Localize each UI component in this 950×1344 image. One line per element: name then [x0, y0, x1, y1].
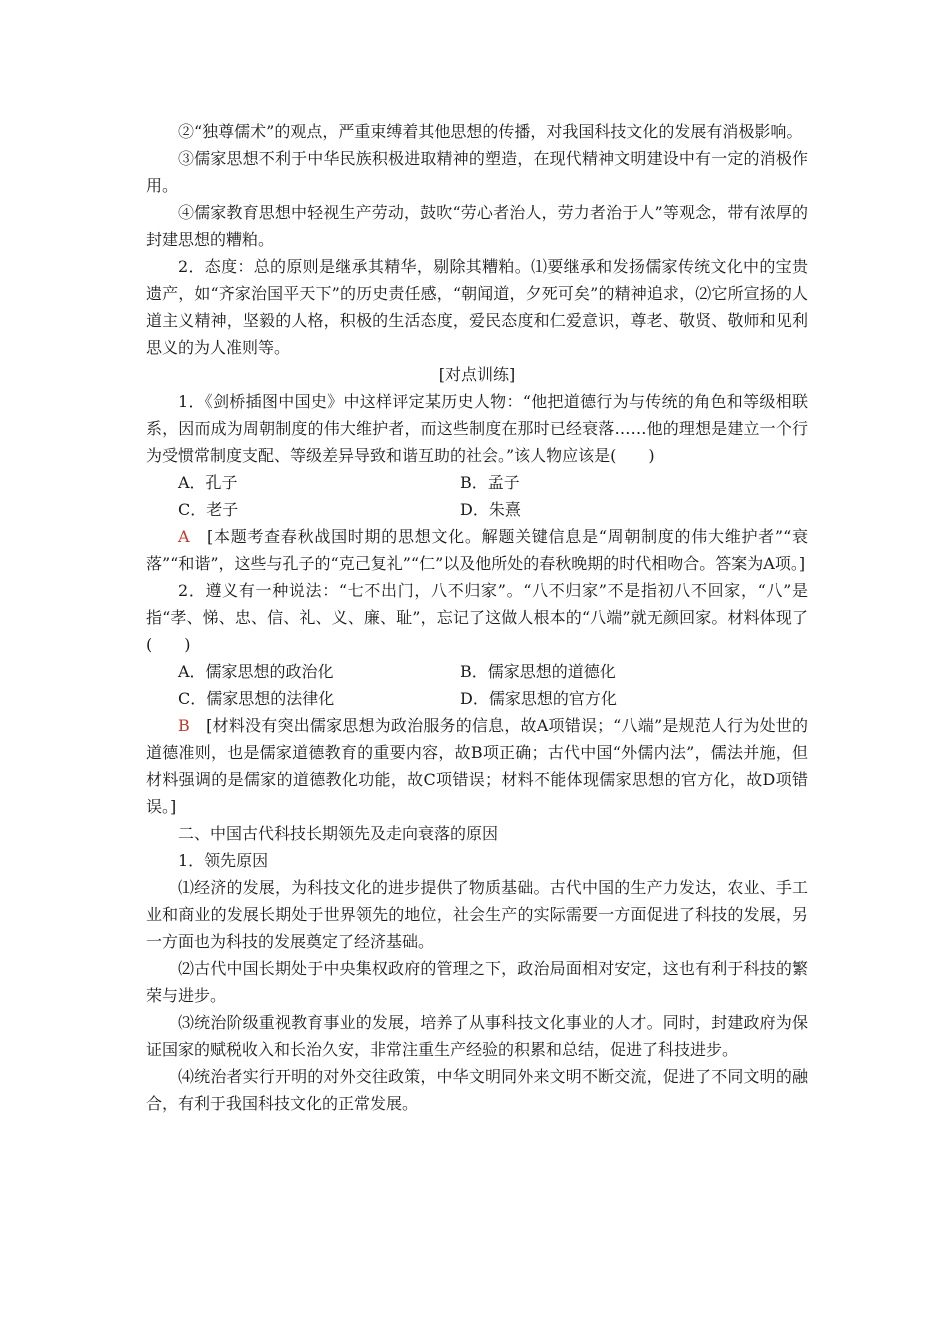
- question-1-option-b: B．孟子: [460, 473, 520, 492]
- question-2-options-row-1: [146, 658, 808, 685]
- question-1-explanation: [146, 523, 808, 577]
- question-2-explanation-text: [材料没有突出儒家思想为政治服务的信息，故A项错误；“八端”是规范人行为处世的道德准则，也是儒家道德教育的重要内容，故B项正确；古代中国“外儒内法”，儒法并施，但材料强调的是儒家的道德教化功能，故C项错误；材料不能体现儒家思想的官方化，故D项错误。]: [146, 716, 808, 816]
- question-1-options-row-1: [146, 469, 808, 496]
- leading-reason-2: ⑵古代中国长期处于中央集权政府的管理之下，政治局面相对安定，这也有利于科技的繁荣与进步。: [146, 959, 808, 1005]
- leading-reason-1: ⑴经济的发展，为科技文化的进步提供了物质基础。古代中国的生产力发达，农业、手工业和商业的发展长期处于世界领先的地位，社会生产的实际需要一方面促进了科技的发展，另一方面也为科技的发展奠定了经济基础。: [146, 878, 808, 951]
- question-2-option-b: B．儒家思想的道德化: [460, 662, 616, 681]
- question-2-option-a: A．儒家思想的政治化: [178, 662, 334, 681]
- section-2-title: 二、中国古代科技长期领先及走向衰落的原因: [178, 824, 499, 843]
- question-2-option-d: D．儒家思想的官方化: [460, 689, 617, 708]
- question-1-options-row-2: [146, 496, 808, 523]
- leading-reason-3: ⑶统治阶级重视教育事业的发展，培养了从事科技文化事业的人才。同时，封建政府为保证国家的赋税收入和长治久安，非常注重生产经验的积累和总结，促进了科技进步。: [146, 1013, 808, 1059]
- section-heading-practice: [对点训练]: [438, 365, 516, 384]
- leading-reason-4: ⑷统治者实行开明的对外交往政策，中华文明同外来文明不断交流，促进了不同文明的融合，有利于我国科技文化的正常发展。: [146, 1067, 808, 1113]
- question-1-option-d: D．朱熹: [460, 500, 521, 519]
- section-2-subtitle: 1．领先原因: [178, 851, 269, 870]
- paragraph-attitude: 2．态度：总的原则是继承其精华，剔除其糟粕。⑴要继承和发扬儒家传统文化中的宝贵遗产，如“齐家治国平天下”的历史责任感，“朝闻道，夕死可矣”的精神追求，⑵它所宣扬的人道主义精神，坚毅的人格，积极的生活态度，爱民态度和仁爱意识，尊老、敬贤、敬师和见利思义的为人准则等。: [146, 257, 808, 357]
- paragraph-confucian-negative-2: ②“独尊儒术”的观点，严重束缚着其他思想的传播，对我国科技文化的发展有消极影响。: [178, 122, 803, 141]
- question-2-explanation: [146, 712, 808, 820]
- question-1-explanation-text: [本题考查春秋战国时期的思想文化。解题关键信息是“周朝制度的伟大维护者”“衰落”“和谐”，这些与孔子的“克己复礼”“仁”以及他所处的春秋晚期的时代相吻合。答案为A项。]: [146, 527, 808, 573]
- question-2-answer-letter: B: [178, 716, 190, 735]
- question-1-stem: 1．《剑桥插图中国史》中这样评定某历史人物：“他把道德行为与传统的角色和等级相联系，因而成为周朝制度的伟大维护者，而这些制度在那时已经衰落……他的理想是建立一个行为受惯常制度支配、等级差异导致和谐互助的社会。”该人物应该是( ): [146, 392, 808, 465]
- question-2-stem: 2．遵义有一种说法：“七不出门，八不归家”。“八不归家”不是指初八不回家，“八”是指“孝、悌、忠、信、礼、义、廉、耻”，忘记了这做人根本的“八端”就无颜回家。材料体现了( ): [146, 581, 808, 654]
- paragraph-confucian-negative-3: ③儒家思想不利于中华民族积极进取精神的塑造，在现代精神文明建设中有一定的消极作用。: [146, 149, 808, 195]
- question-1-answer-letter: A: [178, 527, 190, 546]
- question-2-options-row-2: [146, 685, 808, 712]
- question-1-option-a: A．孔子: [178, 473, 238, 492]
- question-2-option-c: C．儒家思想的法律化: [178, 689, 335, 708]
- paragraph-confucian-negative-4: ④儒家教育思想中轻视生产劳动，鼓吹“劳心者治人，劳力者治于人”等观念，带有浓厚的封建思想的糟粕。: [146, 203, 808, 249]
- question-1-option-c: C．老子: [178, 500, 239, 519]
